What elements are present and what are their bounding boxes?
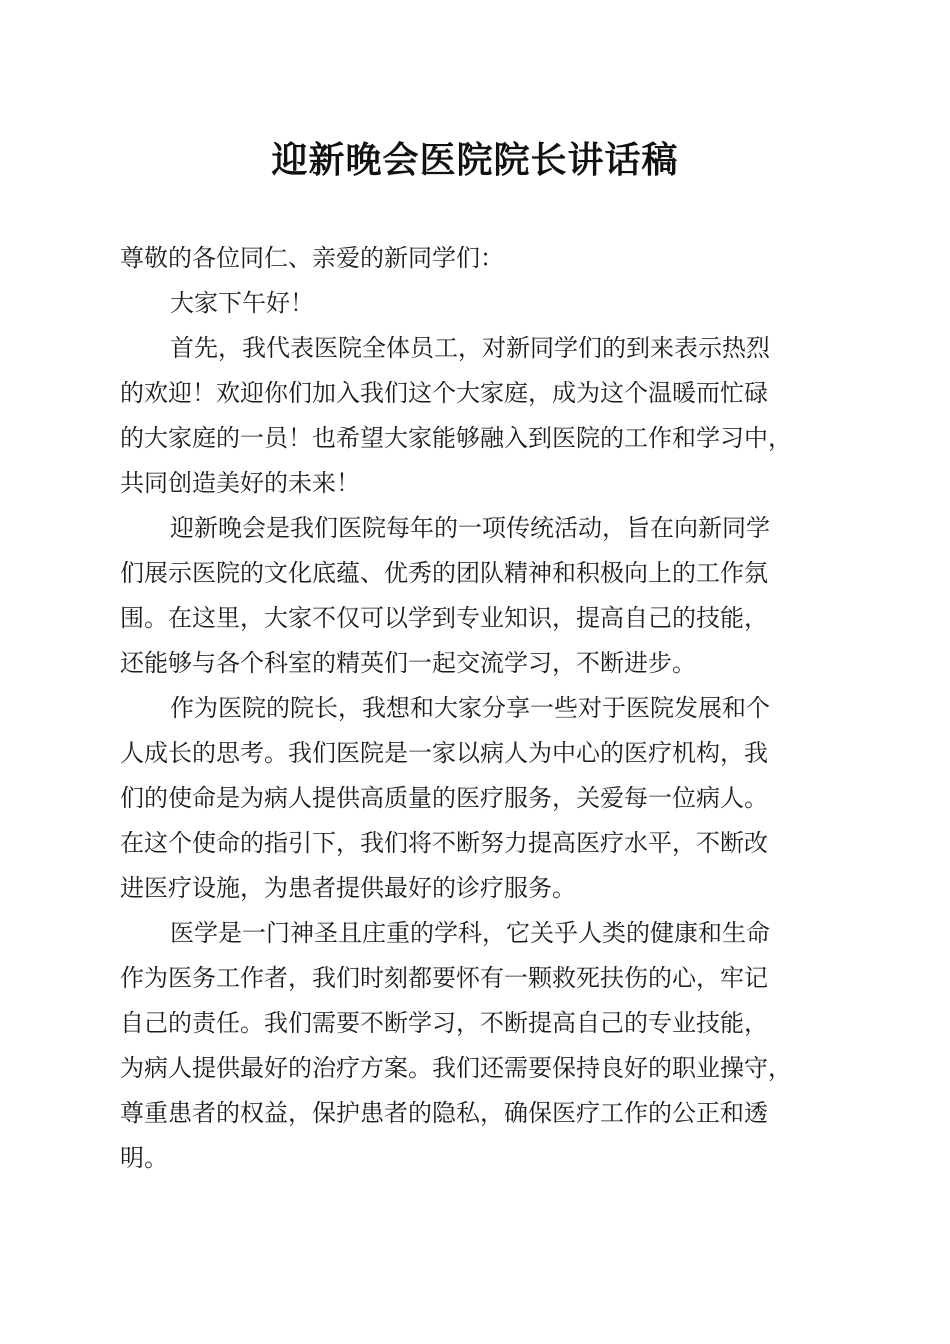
paragraph-line: 明。 [120, 1144, 168, 1172]
paragraph-line: 在这个使命的指引下，我们将不断努力提高医疗水平，不断改 [120, 829, 768, 857]
paragraph-line: 为病人提供最好的治疗方案。我们还需要保持良好的职业操守， [120, 1054, 792, 1082]
document-title: 迎新晚会医院院长讲话稿 [271, 139, 679, 181]
paragraph-line: 人成长的思考。我们医院是一家以病人为中心的医疗机构，我 [120, 739, 768, 767]
paragraph-line: 还能够与各个科室的精英们一起交流学习，不断进步。 [120, 649, 696, 677]
paragraph-line: 迎新晚会是我们医院每年的一项传统活动，旨在向新同学 [170, 514, 770, 542]
greeting-line: 大家下午好！ [170, 289, 314, 317]
paragraph-line: 的大家庭的一员！也希望大家能够融入到医院的工作和学习中， [120, 424, 792, 452]
paragraph-line: 们展示医院的文化底蕴、优秀的团队精神和积极向上的工作氛 [120, 559, 768, 587]
salutation-line: 尊敬的各位同仁、亲爱的新同学们： [120, 244, 504, 272]
paragraph-line: 医学是一门神圣且庄重的学科，它关乎人类的健康和生命 [170, 919, 770, 947]
paragraph-line: 们的使命是为病人提供高质量的医疗服务，关爱每一位病人。 [120, 784, 768, 812]
paragraph-line: 作为医务工作者，我们时刻都要怀有一颗救死扶伤的心，牢记 [120, 964, 768, 992]
paragraph-line: 自己的责任。我们需要不断学习，不断提高自己的专业技能， [120, 1009, 768, 1037]
paragraph-line: 围。在这里，大家不仅可以学到专业知识，提高自己的技能， [120, 604, 768, 632]
paragraph-line: 首先，我代表医院全体员工，对新同学们的到来表示热烈 [170, 334, 770, 362]
paragraph-line: 的欢迎！欢迎你们加入我们这个大家庭，成为这个温暖而忙碌 [120, 379, 768, 407]
paragraph-line: 进医疗设施，为患者提供最好的诊疗服务。 [120, 874, 576, 902]
document-body [120, 236, 840, 1181]
paragraph-line: 共同创造美好的未来！ [120, 469, 360, 497]
paragraph-line: 尊重患者的权益，保护患者的隐私，确保医疗工作的公正和透 [120, 1099, 768, 1127]
paragraph-line: 作为医院的院长，我想和大家分享一些对于医院发展和个 [170, 694, 770, 722]
